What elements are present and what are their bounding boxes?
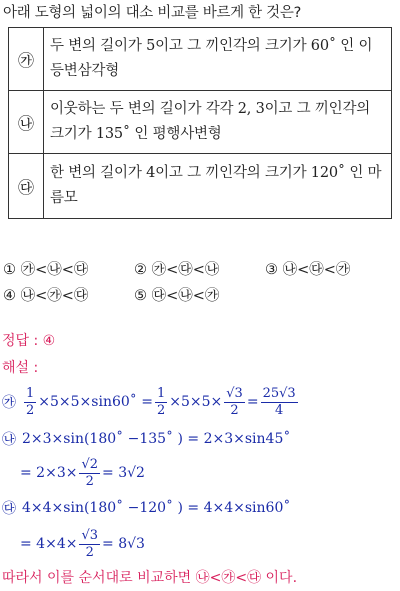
condition-label: ㉰	[9, 154, 44, 219]
solution-line-c1	[2, 498, 290, 518]
solution-mark-a: ㉮	[2, 395, 16, 411]
choice-1[interactable]: ① ㉮<㉯<㉰	[3, 262, 89, 278]
choice-3[interactable]: ③ ㉯<㉰<㉮	[265, 262, 351, 278]
solution-line-a	[2, 384, 300, 420]
condition-row	[9, 28, 392, 91]
solution-line-c2	[20, 526, 145, 562]
math-expression: = 8√3	[102, 536, 145, 552]
math-expression: ×5×5×sin60˚ =	[38, 394, 153, 410]
fraction	[24, 387, 36, 418]
condition-text: 두 변의 길이가 5이고 그 끼인각의 크기가 60˚ 인 이등변삼각형	[44, 28, 392, 91]
solution-line-b2	[20, 455, 145, 491]
fraction-denominator: 2	[26, 402, 35, 418]
choice-5[interactable]: ⑤ ㉰<㉯<㉮	[134, 288, 220, 304]
math-expression: = 4×4×	[20, 536, 78, 552]
math-expression: = 2×3×	[20, 465, 78, 481]
fraction-denominator: 2	[156, 402, 166, 418]
math-expression: ×5×5×	[169, 394, 223, 410]
fraction-denominator: 2	[230, 402, 239, 418]
math-expression: 2×3×sin(180˚ −135˚ ) = 2×3×sin45˚	[22, 431, 291, 447]
fraction	[155, 387, 167, 418]
answer-label: 정답 : ④	[2, 333, 56, 349]
choice-list	[3, 257, 350, 309]
solution-mark-c: ㉰	[2, 501, 16, 517]
fraction-numerator: √2	[81, 456, 99, 472]
fraction-numerator: √3	[81, 527, 99, 543]
explanation-label: 해설 :	[2, 360, 39, 376]
solution-line-b1	[2, 429, 290, 449]
fraction-numerator: 1	[26, 385, 35, 401]
condition-label: ㉮	[9, 28, 44, 91]
choice-2[interactable]: ② ㉮<㉰<㉯	[134, 262, 220, 278]
question-text: 아래 도형의 넓이의 대소 비교를 바르게 한 것은?	[3, 5, 301, 21]
condition-table	[8, 27, 392, 219]
fraction	[79, 529, 100, 560]
fraction	[261, 387, 298, 418]
condition-label: ㉯	[9, 91, 44, 154]
conclusion-text: 따라서 이를 순서대로 비교하면 ㉯<㉮<㉰ 이다.	[2, 570, 298, 586]
fraction-denominator: 2	[85, 473, 94, 489]
fraction-denominator: 2	[85, 544, 94, 560]
condition-row	[9, 91, 392, 154]
choice-4[interactable]: ④ ㉯<㉮<㉰	[3, 288, 89, 304]
fraction	[224, 387, 245, 418]
fraction-numerator: 1	[156, 385, 166, 401]
condition-text: 한 변의 길이가 4이고 그 끼인각의 크기가 120˚ 인 마름모	[44, 154, 392, 219]
condition-row	[9, 154, 392, 219]
math-expression: 4×4×sin(180˚ −120˚ ) = 4×4×sin60˚	[22, 500, 291, 516]
fraction-numerator: √3	[226, 385, 243, 401]
fraction-denominator: 4	[274, 402, 284, 418]
fraction	[79, 458, 100, 489]
solution-mark-b: ㉯	[2, 432, 16, 448]
math-expression: =	[246, 394, 259, 410]
math-expression: = 3√2	[102, 465, 145, 481]
condition-text: 이웃하는 두 변의 길이가 각각 2, 3이고 그 끼인각의 크기가 135˚ 인 평행사변형	[44, 91, 392, 154]
fraction-numerator: 25√3	[262, 385, 296, 401]
